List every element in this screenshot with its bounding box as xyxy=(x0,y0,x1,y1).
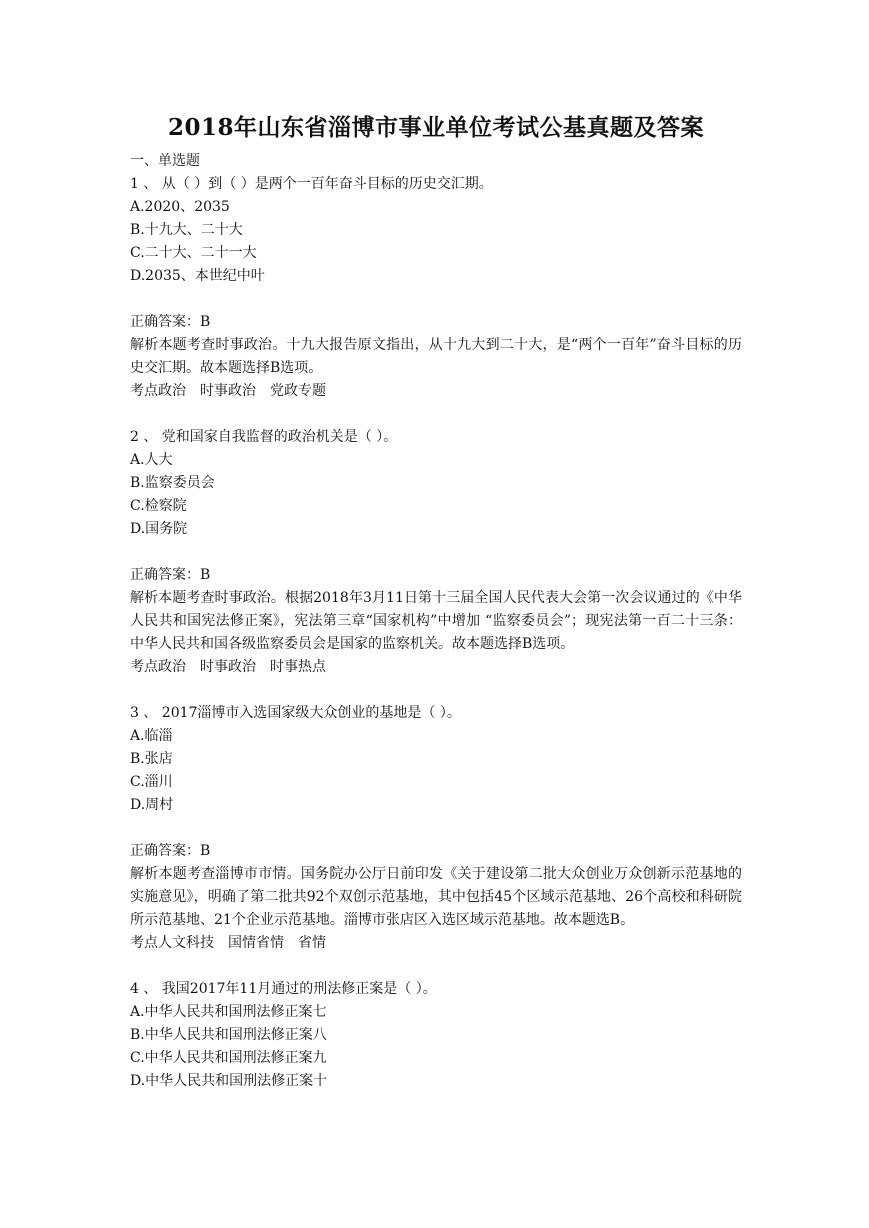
tag: 时事热点 xyxy=(270,659,326,675)
option-b: B.监察委员会 xyxy=(130,475,215,491)
option-c: C.中华人民共和国刑法修正案九 xyxy=(130,1050,327,1066)
tag: 考点政治 xyxy=(130,659,186,675)
question-1 xyxy=(130,173,742,426)
option-d: D.国务院 xyxy=(130,521,188,537)
option-a: A.人大 xyxy=(130,452,173,468)
answer-analysis: 解析本题考查时事政治。根据2018年3月11日第十三届全国人民代表大会第一次会议通过的《中华人民共和国宪法修正案》，宪法第三章“国家机构”中增加 “监察委员会”；现宪法第一百二十三条：中华人民共和国各级监察委员会是国家的监察机关。故本题选择B选项。 xyxy=(130,590,742,652)
knowledge-tags xyxy=(130,380,742,403)
option-a: A.中华人民共和国刑法修正案七 xyxy=(130,1004,327,1020)
option-b: B.十九大、二十大 xyxy=(130,222,243,238)
question-stem: 4 、 我国2017年11月通过的刑法修正案是（ ）。 xyxy=(130,981,437,997)
tag: 时事政治 xyxy=(200,659,256,675)
option-c: C.检察院 xyxy=(130,498,187,514)
tag: 国情省情 xyxy=(228,935,284,951)
answer-analysis: 解析本题考查淄博市市情。国务院办公厅日前印发《关于建设第二批大众创业万众创新示范基地的实施意见》，明确了第二批共92个双创示范基地，其中包括45个区域示范基地、26个高校和科研院所示范基地、21个企业示范基地。淄博市张店区入选区域示范基地。故本题选B。 xyxy=(130,866,742,928)
option-d: D.周村 xyxy=(130,797,174,813)
option-c: C.二十大、二十一大 xyxy=(130,245,257,261)
tag: 时事政治 xyxy=(200,383,256,399)
answer-analysis: 解析本题考查时事政治。十九大报告原文指出，从十九大到二十大，是“两个一百年”奋斗目标的历史交汇期。故本题选择B选项。 xyxy=(130,337,742,376)
question-2 xyxy=(130,426,742,702)
correct-answer: 正确答案：B xyxy=(130,567,211,583)
option-d: D.中华人民共和国刑法修正案十 xyxy=(130,1073,328,1089)
tag: 考点政治 xyxy=(130,383,186,399)
question-4 xyxy=(130,978,742,1093)
document-title: 2018年山东省淄博市事业单位考试公基真题及答案 xyxy=(167,114,704,141)
tag: 省情 xyxy=(298,935,326,951)
tag: 考点人文科技 xyxy=(130,935,214,951)
document-page xyxy=(130,112,742,1093)
option-a: A.临淄 xyxy=(130,728,173,744)
question-stem: 2 、 党和国家自我监督的政治机关是（ ）。 xyxy=(130,429,398,445)
question-stem: 1 、 从（ ）到（ ）是两个一百年奋斗目标的历史交汇期。 xyxy=(130,176,493,192)
option-a: A.2020、2035 xyxy=(130,199,230,215)
correct-answer: 正确答案：B xyxy=(130,843,211,859)
option-b: B.中华人民共和国刑法修正案八 xyxy=(130,1027,327,1043)
question-stem: 3 、 2017淄博市入选国家级大众创业的基地是（ ）。 xyxy=(130,705,461,721)
option-b: B.张店 xyxy=(130,751,173,767)
tag: 党政专题 xyxy=(270,383,326,399)
option-c: C.淄川 xyxy=(130,774,173,790)
correct-answer: 正确答案：B xyxy=(130,314,211,330)
option-d: D.2035、本世纪中叶 xyxy=(130,268,265,284)
question-3 xyxy=(130,702,742,978)
knowledge-tags xyxy=(130,932,742,955)
section-heading: 一、单选题 xyxy=(130,153,200,169)
knowledge-tags xyxy=(130,656,742,679)
